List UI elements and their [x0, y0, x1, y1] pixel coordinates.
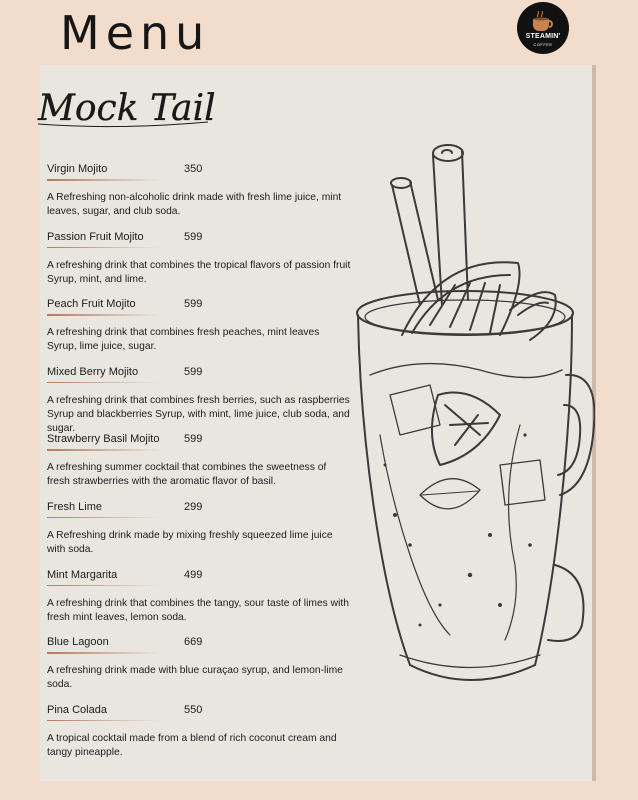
menu-item-list — [47, 163, 357, 771]
menu-item — [47, 501, 357, 569]
item-price: 599 — [184, 298, 203, 311]
item-name: Peach Fruit Mojito — [47, 298, 136, 311]
item-name: Virgin Mojito — [47, 163, 108, 175]
item-price: 599 — [184, 433, 203, 446]
item-underline — [47, 720, 159, 722]
section-title-text: Mock Tails — [38, 88, 216, 129]
menu-item — [47, 231, 357, 299]
section-title-script — [36, 80, 216, 132]
item-price: 599 — [184, 230, 203, 243]
item-description: A refreshing drink that combines fresh berries, such as raspberries Syrup and blackberries Syrup, with mint, lime juice, club soda, and sugar. — [47, 394, 350, 434]
menu-item — [47, 298, 357, 366]
menu-item — [47, 569, 357, 637]
item-underline — [47, 652, 159, 654]
coffee-cup-icon — [529, 10, 557, 32]
item-price: 550 — [184, 703, 203, 716]
item-description: A refreshing drink that combines the tropical flavors of passion fruit Syrup, mint, and lime. — [47, 259, 351, 285]
item-underline — [47, 585, 159, 587]
item-underline — [47, 382, 159, 384]
item-price: 499 — [184, 568, 203, 581]
item-price: 669 — [184, 636, 203, 649]
item-underline — [47, 314, 159, 316]
item-price: 599 — [184, 365, 203, 378]
item-description: A refreshing summer cocktail that combines the sweetness of fresh strawberries with the aromatic flavor of basil. — [47, 462, 327, 488]
menu-item — [47, 704, 357, 772]
item-underline — [47, 179, 159, 181]
item-name: Strawberry Basil Mojito — [47, 433, 160, 446]
item-price: 299 — [184, 500, 203, 513]
item-name: Fresh Lime — [47, 500, 103, 513]
item-description: A Refreshing drink made by mixing freshly squeezed lime juice with soda. — [47, 529, 333, 555]
item-price: 350 — [184, 163, 203, 175]
item-description: A refreshing drink made with blue curaçao syrup, and lemon-lime soda. — [47, 665, 343, 691]
item-name: Passion Fruit Mojito — [47, 230, 144, 243]
menu-item — [47, 433, 357, 501]
menu-item — [47, 636, 357, 704]
brand-name: STEAMIN' — [525, 33, 561, 40]
item-underline — [47, 247, 159, 249]
menu-item — [47, 163, 357, 231]
mocktail-glass-illustration-icon — [350, 135, 595, 695]
item-underline — [47, 517, 159, 519]
section-title — [36, 80, 216, 137]
page-title: Menu — [60, 6, 211, 60]
item-name: Blue Lagoon — [47, 636, 109, 649]
item-name: Mint Margarita — [47, 568, 118, 581]
brand-logo — [517, 2, 569, 54]
item-description: A refreshing drink that combines the tangy, sour taste of limes with fresh mint leaves, lemon soda. — [47, 597, 349, 623]
item-description: A refreshing drink that combines fresh peaches, mint leaves Syrup, lime juice, sugar. — [47, 327, 320, 353]
item-name: Mixed Berry Mojito — [47, 365, 139, 378]
item-underline — [47, 449, 159, 451]
item-description: A tropical cocktail made from a blend of rich coconut cream and tangy pineapple. — [47, 732, 337, 758]
item-name: Pina Colada — [47, 703, 107, 716]
brand-sub: COFFEE — [533, 42, 553, 47]
item-description: A Refreshing non-alcoholic drink made with fresh lime juice, mint leaves, sugar, and club soda. — [47, 192, 342, 217]
menu-item — [47, 366, 357, 434]
